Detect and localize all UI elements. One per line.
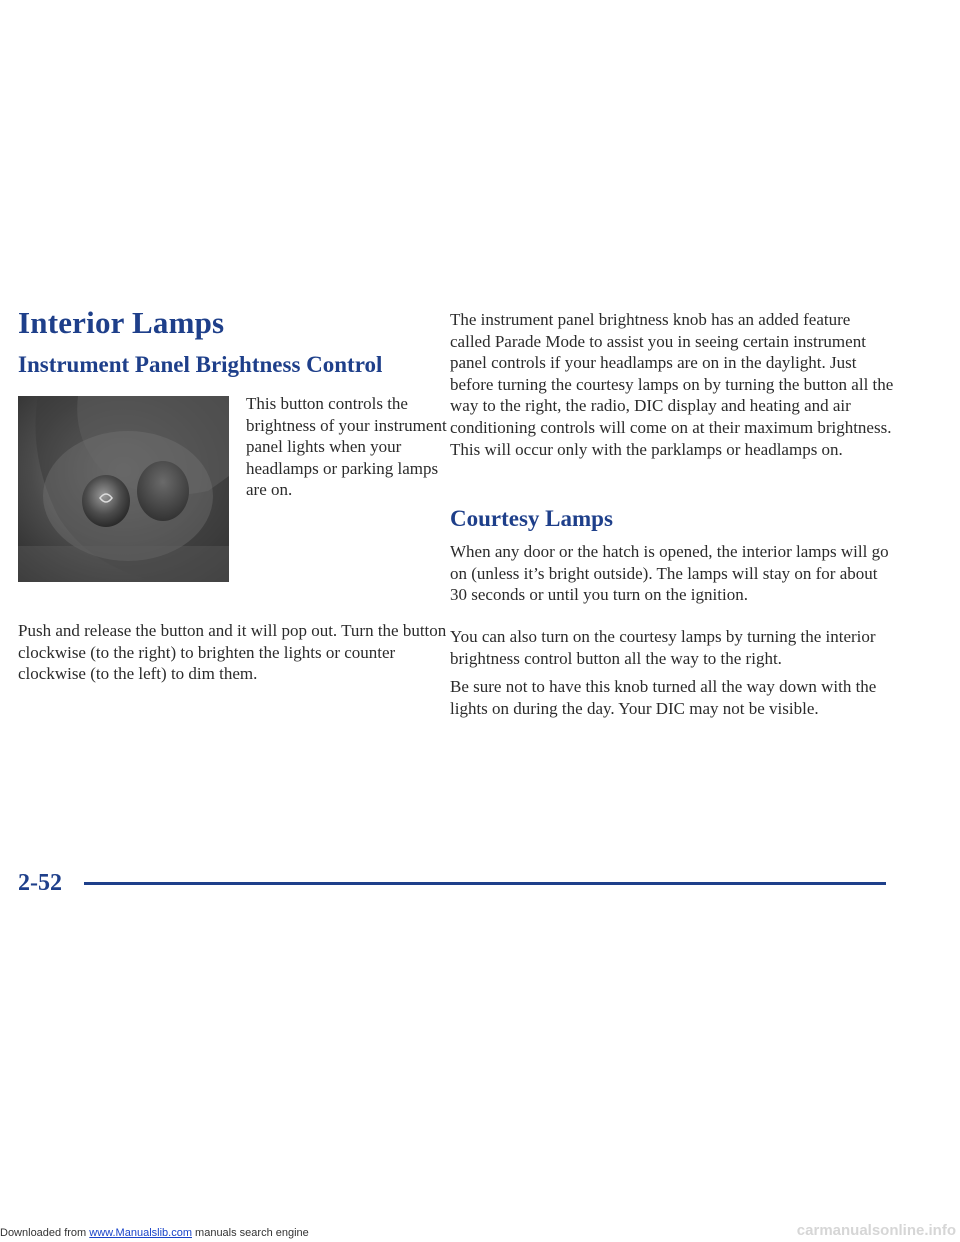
footer-rule: [84, 882, 886, 885]
section-heading-brightness: Instrument Panel Brightness Control: [18, 352, 383, 377]
courtesy-paragraph-1: When any door or the hatch is opened, the interior lamps will go on (unless it’s bright outside). The lamps will stay on for about 30 seconds or until you turn on the ignition.: [450, 542, 889, 605]
courtesy-paragraph-3: Be sure not to have this knob turned all the way down with the lights on during the day. Your DIC may not be visible.: [450, 677, 877, 718]
dimmer-knob-icon: [18, 396, 229, 582]
section-heading-courtesy: Courtesy Lamps: [450, 506, 613, 531]
parade-mode-paragraph: The instrument panel brightness knob has an added feature called Parade Mode to assist you in seeing certain instrument panel controls if your headlamps are on in the daylight. Just before turning the courtesy lamps on by turning the button all the way to the right, the radio, DIC display and heating and air conditioning controls will come on at their maximum brightness. This will occur only with the parklamps or headlamps on.: [450, 310, 894, 459]
footer-prefix: Downloaded from: [0, 1227, 90, 1239]
courtesy-paragraph-2: You can also turn on the courtesy lamps by turning the interior brightness control button all the way to the right.: [450, 627, 876, 668]
page-title: Interior Lamps: [18, 305, 225, 340]
footer-suffix: manuals search engine: [191, 1227, 309, 1239]
manualslib-link[interactable]: www.Manualslib.com: [89, 1227, 192, 1239]
page-number: 2-52: [18, 870, 62, 896]
watermark: carmanualsonline.info: [796, 1222, 956, 1239]
brightness-instructions: Push and release the button and it will pop out. Turn the button clockwise (to the right) to brighten the lights or counter clockwise (to the left) to dim them.: [18, 621, 447, 684]
dimmer-knob-photo: [18, 396, 229, 582]
download-footer: [0, 1227, 309, 1239]
brightness-side-text: This button controls the brightness of your instrument panel lights when your headlamps or parking lamps are on.: [246, 394, 447, 500]
